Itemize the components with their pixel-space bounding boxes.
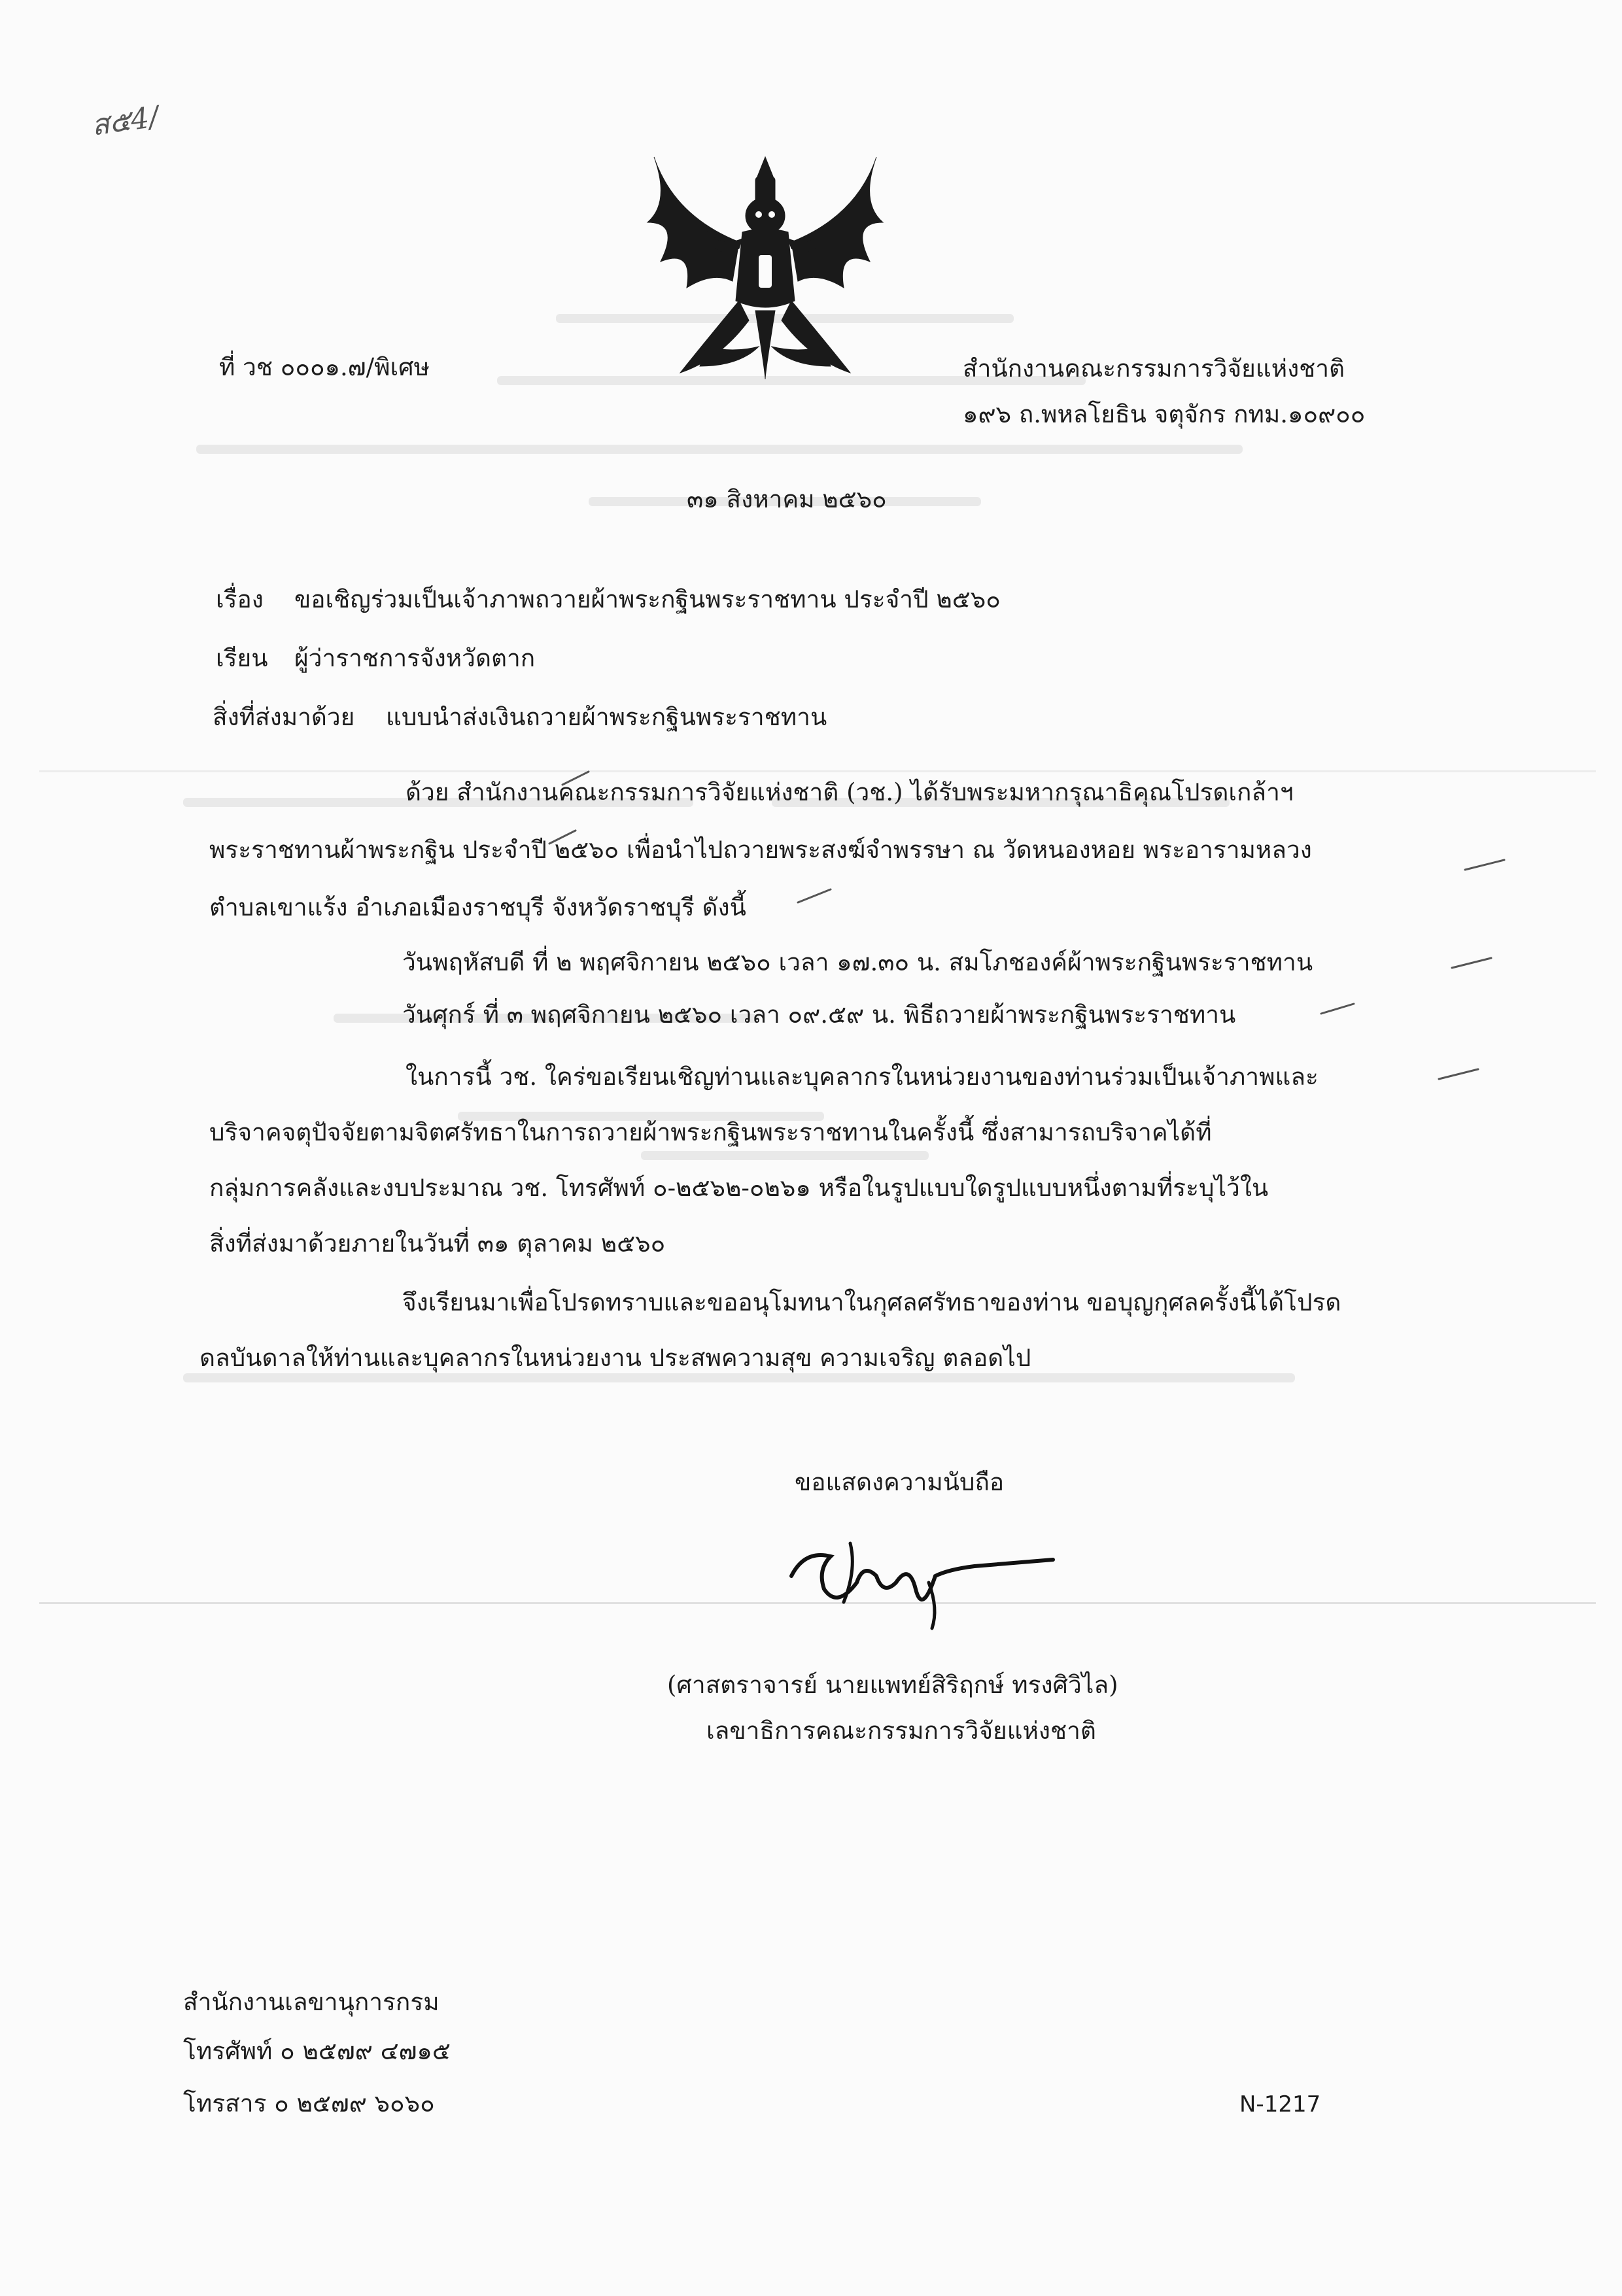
to-label: เรียน [216, 644, 268, 672]
paragraph-line: จึงเรียนมาเพื่อโปรดทราบและขออนุโมทนาในกุศลศรัทธาของท่าน ขอบุญกุศลครั้งนี้ได้โปรด [402, 1288, 1341, 1316]
office-name: สำนักงานคณะกรรมการวิจัยแห่งชาติ [963, 354, 1345, 383]
paragraph-line: สิ่งที่ส่งมาด้วยภายในวันที่ ๓๑ ตุลาคม ๒๕๖๐ [209, 1229, 666, 1258]
enclosure-text: แบบนำส่งเงินถวายผ้าพระกฐินพระราชทาน [386, 703, 827, 731]
closing-phrase: ขอแสดงความนับถือ [795, 1468, 1005, 1496]
paragraph-line: พระราชทานผ้าพระกฐิน ประจำปี ๒๕๖๐ เพื่อนำไปถวายพระสงฆ์จำพรรษา ณ วัดหนองหอย พระอารามหลวง [209, 836, 1312, 864]
footer-phone: โทรศัพท์ ๐ ๒๕๗๙ ๔๗๑๕ [183, 2037, 451, 2065]
paragraph-line: ด้วย สำนักงานคณะกรรมการวิจัยแห่งชาติ (วช.) ได้รับพระมหากรุณาธิคุณโปรดเกล้าฯ [406, 778, 1294, 806]
paragraph-line: ตำบลเขาแร้ง อำเภอเมืองราชบุรี จังหวัดราชบุรี ดังนี้ [209, 893, 746, 921]
letter-date: ๓๑ สิงหาคม ๒๕๖๐ [687, 485, 887, 513]
subject-label: เรื่อง [216, 585, 264, 613]
office-address: ๑๙๖ ถ.พหลโยธิน จตุจักร กทม.๑๐๙๐๐ [963, 400, 1366, 428]
to-text: ผู้ว่าราชการจังหวัดตาก [294, 644, 536, 672]
signer-name: (ศาสตราจารย์ นายแพทย์สิริฤกษ์ ทรงศิวิไล) [667, 1671, 1118, 1699]
reference-number: ที่ วช ๐๐๐๑.๗/พิเศษ [219, 353, 430, 381]
paragraph-line: บริจาคจตุปัจจัยตามจิตศรัทธาในการถวายผ้าพระกฐินพระราชทานในครั้งนี้ ซึ่งสามารถบริจาคได้ที่ [209, 1118, 1212, 1146]
schedule-item: วันพฤหัสบดี ที่ ๒ พฤศจิกายน ๒๕๖๐ เวลา ๑๗.๓๐ น. สมโภชองค์ผ้าพระกฐินพระราชทาน [402, 948, 1313, 976]
signer-title: เลขาธิการคณะกรรมการวิจัยแห่งชาติ [706, 1717, 1096, 1745]
paragraph-line: ดลบันดาลให้ท่านและบุคลากรในหน่วยงาน ประสพความสุข ความเจริญ ตลอดไป [199, 1344, 1031, 1372]
handwritten-note: ส๕4/ [89, 100, 161, 143]
paragraph-line: กลุ่มการคลังและงบประมาณ วช. โทรศัพท์ ๐-๒๕๖๒-๐๒๖๑ หรือในรูปแบบใดรูปแบบหนึ่งตามที่ระบุไว้ใน [209, 1174, 1269, 1202]
footer-fax: โทรสาร ๐ ๒๕๗๙ ๖๐๖๐ [183, 2089, 435, 2117]
paragraph-line: ในการนี้ วช. ใคร่ขอเรียนเชิญท่านและบุคลากรในหน่วยงานของท่านร่วมเป็นเจ้าภาพและ [406, 1063, 1319, 1091]
footer-office: สำนักงานเลขานุการกรม [183, 1988, 440, 2016]
schedule-item: วันศุกร์ ที่ ๓ พฤศจิกายน ๒๕๖๐ เวลา ๐๙.๕๙ น. พิธีถวายผ้าพระกฐินพระราชทาน [402, 1001, 1236, 1029]
subject-text: ขอเชิญร่วมเป็นเจ้าภาพถวายผ้าพระกฐินพระราชทาน ประจำปี ๒๕๖๐ [294, 585, 1001, 613]
document-code: N-1217 [1239, 2091, 1321, 2117]
enclosure-label: สิ่งที่ส่งมาด้วย [213, 703, 355, 731]
